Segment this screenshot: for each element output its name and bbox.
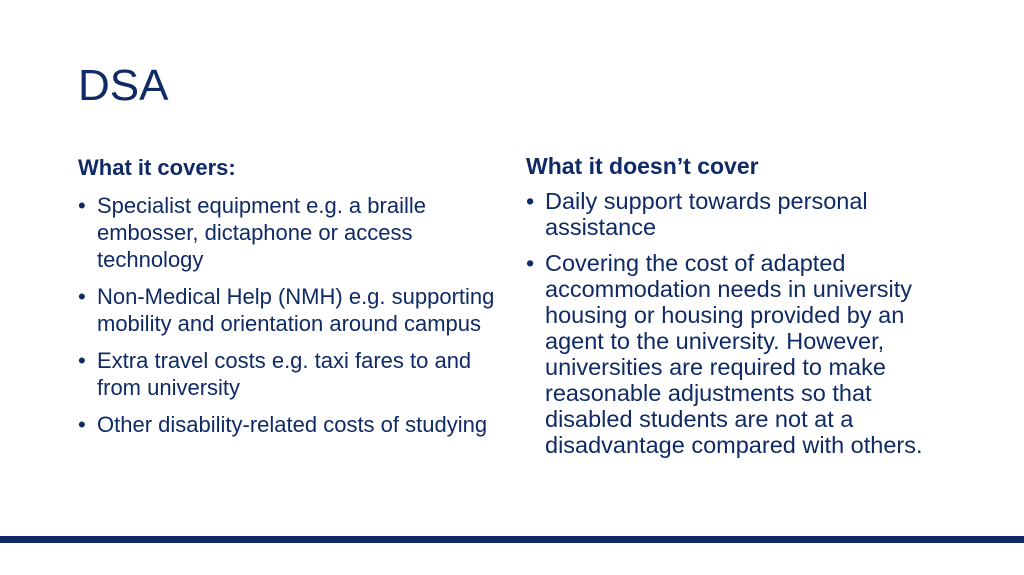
- covers-heading: What it covers:: [78, 155, 236, 180]
- not-covered-list: [526, 188, 946, 458]
- footer-bar: [0, 536, 1024, 543]
- bullet-icon: •: [526, 250, 535, 276]
- list-item: [78, 347, 498, 401]
- bullet-icon: •: [78, 284, 86, 309]
- covers-column: [78, 154, 498, 448]
- not-covered-heading: What it doesn’t cover: [526, 153, 759, 179]
- bullet-icon: •: [78, 348, 86, 373]
- bullet-icon: •: [78, 193, 86, 218]
- list-item-text: Non-Medical Help (NMH) e.g. supporting mobility and orientation around campus: [97, 284, 495, 336]
- bullet-icon: •: [78, 412, 86, 437]
- list-item: [78, 192, 498, 273]
- list-item-text: Covering the cost of adapted accommodation needs in university housing or housing provided by an agent to the university. However, universities are required to make reasonable adjustments so that disabled students are not at a disadvantage compared with others.: [545, 250, 923, 458]
- list-item-text: Daily support towards personal assistance: [545, 188, 868, 240]
- bullet-icon: •: [526, 188, 535, 214]
- list-item: [78, 283, 498, 337]
- list-item-text: Other disability-related costs of studying: [97, 412, 488, 437]
- list-item: [526, 188, 946, 240]
- covers-list: [78, 192, 498, 438]
- list-item: [526, 250, 946, 458]
- not-covered-column: [526, 152, 946, 468]
- list-item: [78, 411, 498, 438]
- slide-title: DSA: [78, 61, 169, 110]
- list-item-text: Specialist equipment e.g. a braille embosser, dictaphone or access technology: [97, 193, 426, 272]
- list-item-text: Extra travel costs e.g. taxi fares to and from university: [97, 348, 472, 400]
